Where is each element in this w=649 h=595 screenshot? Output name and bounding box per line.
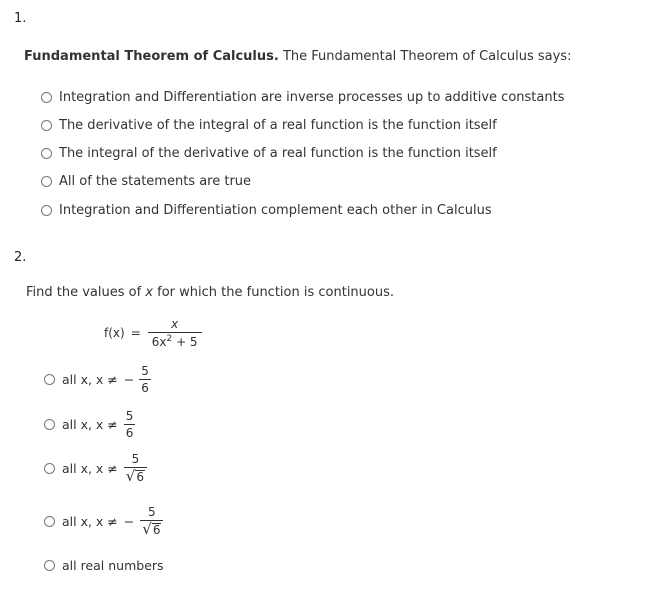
radio-button[interactable] <box>44 463 55 474</box>
function-definition <box>104 318 202 348</box>
q2-option-2-fraction <box>124 410 136 439</box>
prompt-text: Find the values of <box>26 285 146 300</box>
fraction-denominator: 6 <box>141 381 149 395</box>
q2-option-5[interactable] <box>44 558 164 573</box>
q2-option-4-prefix: all x, x ≠ <box>62 514 118 529</box>
q2-option-1-fraction <box>139 365 151 394</box>
minus-sign: − <box>123 372 135 387</box>
q2-option-5-label: all real numbers <box>62 558 164 573</box>
radicand: 6 <box>152 523 161 538</box>
square-root <box>126 469 145 484</box>
radio-button[interactable] <box>44 560 55 571</box>
function-lhs: f(x) <box>104 326 125 340</box>
q2-option-1[interactable] <box>44 365 151 394</box>
fraction-numerator: 5 <box>141 364 149 378</box>
radio-button[interactable] <box>41 176 52 187</box>
question-2-number: 2. <box>14 250 27 265</box>
q2-option-2-prefix: all x, x ≠ <box>62 417 118 432</box>
minus-sign: − <box>123 514 135 529</box>
radio-button[interactable] <box>41 205 52 216</box>
q2-option-3-fraction <box>124 453 147 484</box>
q1-option-2-label: The derivative of the integral of a real function is the function itself <box>59 118 497 133</box>
fraction-denominator <box>124 467 147 484</box>
prompt-text: for which the function is continuous. <box>153 285 395 300</box>
q2-option-4-fraction <box>140 506 163 537</box>
q1-option-1-label: Integration and Differentiation are inverse processes up to additive constants <box>59 90 565 105</box>
function-fraction <box>148 318 202 348</box>
fraction-numerator: 5 <box>125 409 134 423</box>
question-1-number: 1. <box>14 11 27 26</box>
denominator-exponent: 2 <box>166 334 173 344</box>
q2-option-2[interactable] <box>44 410 135 439</box>
q2-option-3[interactable] <box>44 453 147 484</box>
question-1-title-rest: The Fundamental Theorem of Calculus says: <box>278 49 572 64</box>
radio-button[interactable] <box>44 516 55 527</box>
fraction-numerator: 5 <box>148 505 156 519</box>
question-1-title <box>24 49 571 64</box>
radio-button[interactable] <box>41 120 52 131</box>
sqrt-icon: √ <box>125 467 136 485</box>
radio-button[interactable] <box>44 374 55 385</box>
q1-option-3-label: The integral of the derivative of a real function is the function itself <box>59 146 497 161</box>
q2-option-3-prefix: all x, x ≠ <box>62 461 118 476</box>
radio-button[interactable] <box>41 148 52 159</box>
prompt-variable: x <box>145 285 154 300</box>
q1-option-5-label: Integration and Differentiation complement each other in Calculus <box>59 203 492 218</box>
fraction-denominator: 6 <box>125 426 134 440</box>
q1-option-3[interactable] <box>41 146 497 161</box>
radio-button[interactable] <box>44 419 55 430</box>
q2-option-4[interactable] <box>44 506 163 537</box>
radio-button[interactable] <box>41 92 52 103</box>
fraction-numerator: 5 <box>131 452 140 466</box>
equals-sign: = <box>130 326 141 340</box>
q1-option-1[interactable] <box>41 90 564 105</box>
q1-option-4[interactable] <box>41 174 251 189</box>
denominator-rest: + 5 <box>172 335 198 349</box>
square-root <box>142 522 161 537</box>
fraction-denominator <box>140 520 163 537</box>
radicand: 6 <box>136 470 144 485</box>
sqrt-icon: √ <box>142 520 152 538</box>
q1-option-4-label: All of the statements are true <box>59 174 252 189</box>
q2-option-1-prefix: all x, x ≠ <box>62 372 118 387</box>
function-numerator: x <box>171 317 179 331</box>
question-2-prompt <box>26 285 394 300</box>
q1-option-2[interactable] <box>41 118 497 133</box>
question-1-title-bold: Fundamental Theorem of Calculus. <box>24 49 279 64</box>
denominator-base: 6x <box>151 335 167 349</box>
function-denominator <box>148 332 202 348</box>
q1-option-5[interactable] <box>41 203 492 218</box>
